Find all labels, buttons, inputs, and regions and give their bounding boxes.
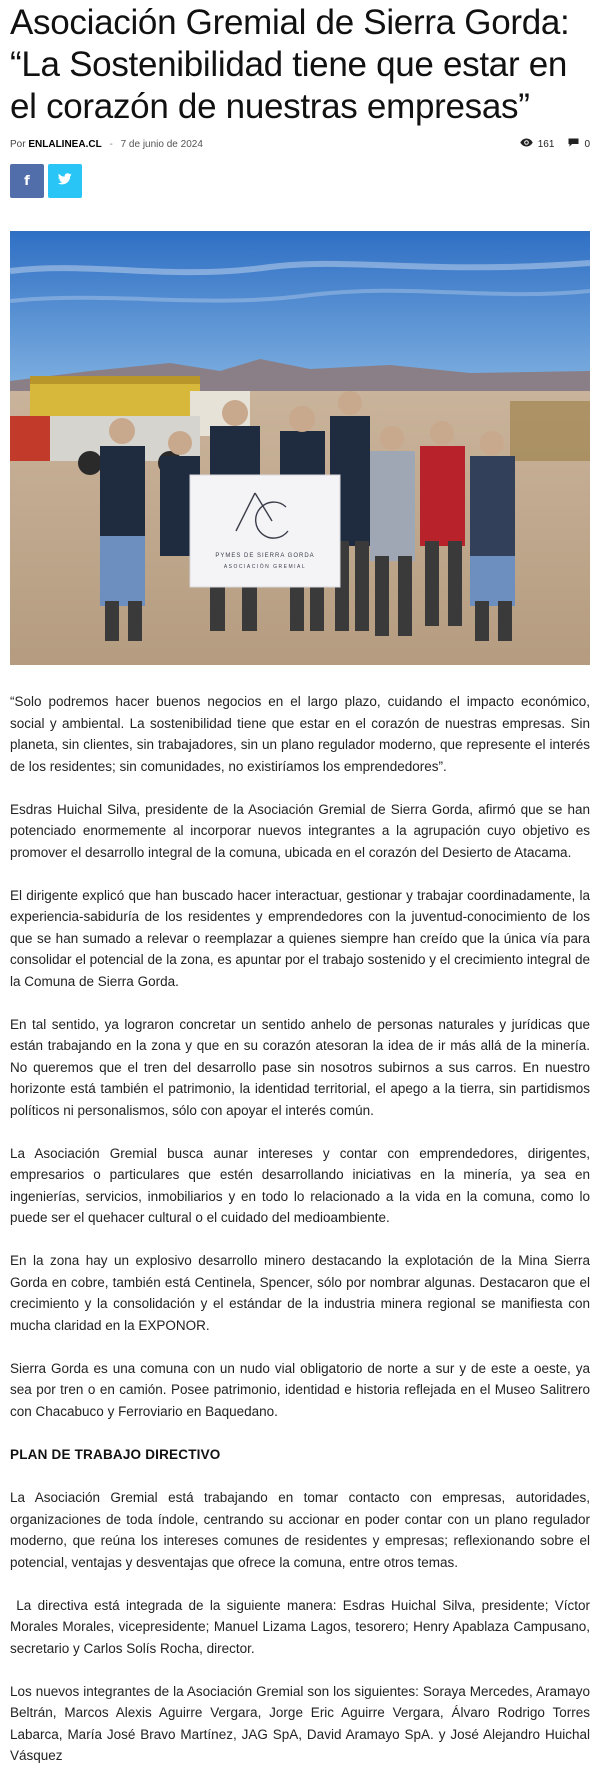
paragraph: En tal sentido, ya lograron concretar un sentido anhelo de personas naturales y jurídicas que están trabajando en la zona y que en su corazón atesoran la idea de ir más allá de la minería. No queremos que el tren del desarrollo pase sin nosotros subirnos a sus carros. En nuestro horizonte está también el patrimonio, la identidad territorial, el apego a la tierra, sin partidismos políticos ni personalismos, sólo con apoyar el interés común.	[10, 1016, 590, 1118]
article-body	[10, 691, 594, 1767]
comment-icon	[568, 138, 579, 150]
eye-icon	[520, 138, 533, 150]
paragraph: El dirigente explicó que han buscado hacer interactuar, gestionar y trabajar coordinadamente, la experiencia-sabiduría de los residentes y emprendedores con la juventud-conocimiento de los que se han sumado a relevar o reemplazar a quienes siempre han creído que la única vía para consolidar el potencial de la zona, es apuntar por el trabajo sostenido y el crecimiento integral de la Comuna de Sierra Gorda.	[10, 887, 590, 989]
article-title: Asociación Gremial de Sierra Gorda: “La Sostenibilidad tiene que estar en el corazón de nuestras empresas”	[10, 3, 570, 126]
banner-line-1: PYMES DE SIERRA GORDA	[215, 553, 315, 559]
paragraph: La Asociación Gremial busca aunar intereses y contar con emprendedores, dirigentes, empresarios o particulares que estén desarrollando iniciativas en la minería, ya sea en ingenierías, servicios, inmobiliarios y en todo lo relacionado a la vida en la comuna, como lo puede ser el quehacer cultural o el cuidado del medioambiente.	[10, 1145, 590, 1225]
paragraph: En la zona hay un explosivo desarrollo minero destacando la explotación de la Mina Sierra Gorda en cobre, también está Centinela, Spencer, sólo por nombrar algunas. Destacaron que el crecimiento y la consolidación y el estándar de la industria minera regional se manifiesta con mucha claridad en la EXPONOR.	[10, 1253, 590, 1333]
paragraph: La Asociación Gremial está trabajando en tomar contacto con empresas, autoridades, organizaciones de toda índole, centrando su accionar en poder contar con un plano regulador moderno, que reúna los intereses comunes de residentes y empresas; reflexionando sobre el potencial, ventajas y desventajas que ofrece la comuna, entre otros temas.	[10, 1490, 590, 1570]
views-stat	[520, 138, 555, 150]
views-count: 161	[537, 138, 555, 150]
byline-separator: -	[109, 138, 113, 150]
author-link[interactable]: ENLALINEA.CL	[28, 138, 102, 150]
share-buttons	[10, 164, 590, 198]
facebook-share-button[interactable]	[10, 164, 44, 198]
twitter-share-button[interactable]	[48, 164, 82, 198]
paragraph: Sierra Gorda es una comuna con un nudo vial obligatorio de norte a sur y de este a oeste, ya sea por tren o en camión. Posee patrimonio, identidad e historia reflejada en el Museo Salitrero con Chacabuco y Ferroviario en Baquedano.	[10, 1360, 590, 1419]
article-stats	[520, 138, 590, 150]
paragraph: Esdras Huichal Silva, presidente de la Asociación Gremial de Sierra Gorda, afirmó que se han potenciado enormemente al incorporar nuevos integrantes a la agrupación cuyo objetivo es promover el desarrollo integral de la comuna, ubicada en el corazón del Desierto de Atacama.	[10, 801, 590, 860]
comments-count: 0	[584, 138, 590, 150]
banner-line-2: ASOCIACIÓN GREMIAL	[223, 564, 307, 570]
publish-date: 7 de junio de 2024	[120, 138, 203, 150]
paragraph: La directiva está integrada de la siguiente manera: Esdras Huichal Silva, presidente; Víctor Morales Morales, vicepresidente; Manuel Lizama Lagos, tesorero; Henry Apablaza Campusano, secretario y Carlos Solís Rocha, director.	[10, 1597, 594, 1656]
twitter-icon	[58, 173, 72, 189]
facebook-icon: f	[24, 173, 30, 189]
article-photo	[10, 231, 590, 665]
paragraph: Los nuevos integrantes de la Asociación Gremial son los siguientes: Soraya Mercedes, Aramayo Beltrán, Marcos Alexis Aguirre Vergara, Jorge Eric Aguirre Vergara, Álvaro Rodrigo Torres Labarca, María José Bravo Martínez, JAG SpA, David Aramayo SpA. y José Alejandro Huichal Vásquez	[10, 1683, 590, 1763]
byline	[10, 139, 203, 150]
comments-stat[interactable]	[568, 138, 590, 150]
paragraph: “Solo podremos hacer buenos negocios en el largo plazo, cuidando el impacto económico, social y ambiental. La sostenibilidad tiene que estar en el corazón de nuestras empresas. Sin planeta, sin clientes, sin trabajadores, sin un plano regulador moderno, que represente el interés de los residentes; sin comunidades, no existiríamos los emprendedores”.	[10, 694, 590, 774]
article-meta	[10, 136, 590, 152]
section-heading: PLAN DE TRABAJO DIRECTIVO	[10, 1446, 221, 1462]
by-prefix: Por	[10, 138, 26, 150]
